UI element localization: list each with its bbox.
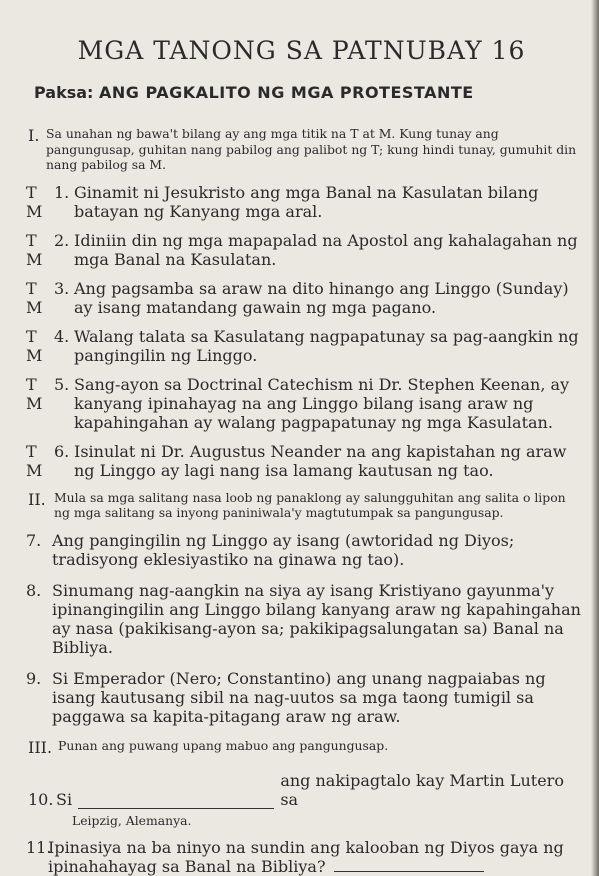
topic-label: Paksa: — [34, 83, 94, 102]
item-number: 6. — [54, 441, 70, 461]
tm-choice[interactable]: T M — [26, 326, 49, 365]
instruction-text: Punan ang puwang upang mabuo ang pangungusap. — [58, 737, 389, 753]
true-false-list — [22, 183, 581, 480]
question-10 — [28, 771, 581, 809]
true-false-item — [26, 442, 581, 480]
topic-text: ANG PAGKALITO NG MGA PROTESTANTE — [99, 83, 474, 102]
section-number: I. — [28, 126, 40, 145]
true-false-item — [26, 231, 581, 269]
item-number: 3. — [54, 278, 70, 298]
item-number: 2. — [54, 230, 70, 250]
question-11-text: Ipinasiya na ba ninyo na sundin ang kalooban ng Diyos gaya ng ipinahahayag sa Banal na Bibliya? — [48, 838, 564, 876]
answer-blank[interactable] — [334, 859, 484, 872]
item-number: 7. — [26, 530, 42, 550]
topic-heading — [34, 83, 581, 102]
item-text[interactable]: Ang pangingilin ng Linggo ay isang (awtoridad ng Diyos; tradisyong eklesiyastiko na ginawa ng tao). — [52, 530, 515, 569]
tm-choice[interactable]: T M — [26, 374, 49, 413]
tm-choice[interactable]: T M — [26, 441, 49, 480]
question-prefix: Si — [56, 789, 73, 809]
item-text[interactable]: Sinumang nag-aangkin na siya ay isang Kristiyano gayunma'y ipinangingilin ang Linggo bilang kanyang araw ng kapahingahan ay nasa (pakikisang-ayon sa; pakikipagsalungatan sa) Banal na Bibliya. — [52, 580, 581, 657]
item-text: Ginamit ni Jesukristo ang mga Banal na Kasulatan bilang batayan ng Kanyang mga aral. — [74, 182, 539, 221]
page-title: MGA TANONG SA PATNUBAY 16 — [77, 36, 526, 65]
question-suffix: ang nakipagtalo kay Martin Lutero sa — [280, 770, 564, 809]
question-11 — [26, 838, 581, 876]
item-number: 8. — [26, 580, 42, 600]
item-text: Walang talata sa Kasulatang nagpapatunay sa pag-aangkin ng pangingilin ng Linggo. — [74, 326, 579, 365]
section-number: III. — [28, 737, 53, 757]
tm-choice[interactable]: T M — [26, 230, 49, 269]
tm-choice[interactable]: T M — [26, 278, 49, 317]
multiple-choice-list — [22, 531, 581, 726]
item-number: 1. — [54, 182, 70, 202]
true-false-item — [26, 183, 581, 221]
item-text: Ang pagsamba sa araw na dito hinango ang Linggo (Sunday) ay isang matandang gawain ng mga pagano. — [74, 278, 569, 317]
section-number: II. — [28, 489, 46, 509]
true-false-item — [26, 375, 581, 432]
item-text: Isinulat ni Dr. Augustus Neander na ang kapistahan ng araw ng Linggo ay lagi nang isa lamang kautusan ng tao. — [74, 441, 567, 480]
section-3-instruction — [28, 738, 581, 757]
question-number: 11. — [26, 838, 52, 857]
item-number: 5. — [54, 374, 70, 394]
multiple-choice-item — [22, 669, 581, 726]
section-1-instruction — [28, 126, 581, 173]
section-2-instruction — [28, 490, 581, 521]
item-text[interactable]: Si Emperador (Nero; Constantino) ang unang nagpaiabas ng isang kautusang sibil na nag-uutos sa mga taong tumigil sa paggawa sa kapita-pitagang araw ng araw. — [52, 668, 546, 726]
question-number: 10. — [28, 789, 54, 809]
true-false-item — [26, 327, 581, 365]
item-text: Idiniin din ng mga mapapalad na Apostol ang kahalagahan ng mga Banal na Kasulatan. — [74, 230, 578, 269]
instruction-text: Sa unahan ng bawa't bilang ay ang mga titik na T at M. Kung tunay ang pangungusap, guhitan nang pabilog ang palibot ng T; kung hindi tunay, gumuhit din nang pabilog sa M. — [46, 126, 577, 172]
tm-choice[interactable]: T M — [26, 182, 49, 221]
item-number: 9. — [26, 668, 42, 688]
true-false-item — [26, 279, 581, 317]
multiple-choice-item — [22, 531, 581, 569]
item-text: Sang-ayon sa Doctrinal Catechism ni Dr. Stephen Keenan, ay kanyang ipinahayag na ang Linggo bilang isang araw ng kapahingahan ay walang pagpapatunay ng mga Kasulatan. — [74, 374, 570, 432]
multiple-choice-item — [22, 581, 581, 657]
question-text — [48, 838, 581, 876]
item-number: 4. — [54, 326, 70, 346]
answer-blank[interactable] — [78, 796, 274, 809]
instruction-text: Mula sa mga salitang nasa loob ng panaklong ay salungguhitan ang salita o lipon ng mga salitang sa inyong paniniwala'y magtutumpak sa pangungusap. — [54, 489, 566, 520]
question-10-continuation: Leipzig, Alemanya. — [72, 812, 192, 828]
page-edge-shadow — [591, 0, 599, 876]
